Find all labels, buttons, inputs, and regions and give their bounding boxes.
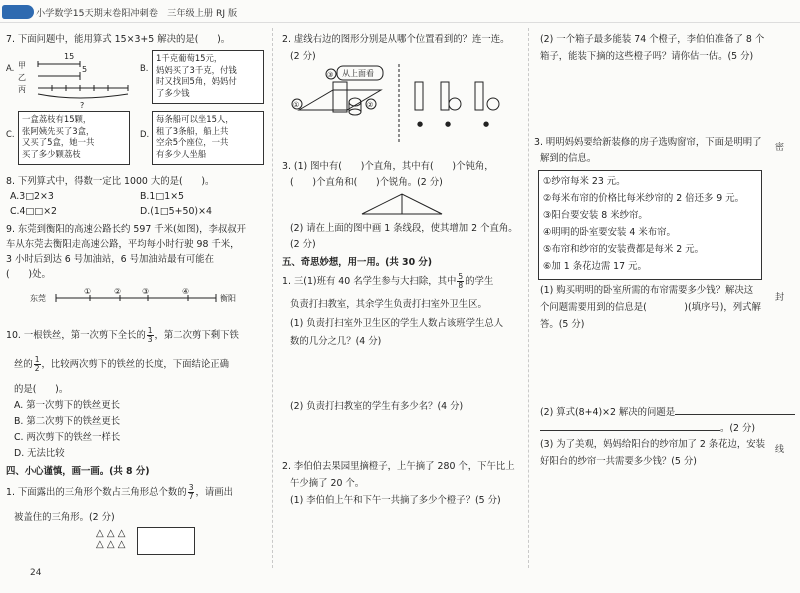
q7-label-bing: 丙 — [18, 85, 26, 94]
q9-line-2: 车从东莞去衡阳走高速公路，平均每小时行驶 98 千米， — [6, 239, 240, 250]
q10-line-1 — [6, 325, 239, 347]
q9-line-3: 3 小时后到达 6 号加油站，6 号加油站最有可能在 — [6, 254, 214, 265]
q7-box-c-text: 一盒荔枝有15颗， 张阿姨先买了3盒， 又买了5盒，她一共 买了多少颗荔枝 — [22, 114, 95, 159]
q9-line-4: ( )处。 — [6, 269, 51, 280]
curtain-info-box — [538, 170, 762, 280]
q7-label-yi: 乙 — [18, 73, 26, 82]
q10-line-2a: 丝的 — [14, 359, 33, 370]
header-title: 小学数学15天期末卷阳冲刺卷 三年级上册 RJ 版 — [36, 8, 238, 19]
q2-mark-1: ① — [293, 101, 300, 109]
q10-option-c: C. 两次剪下的铁丝一样长 — [14, 432, 121, 443]
binding-label-feng: 封 — [775, 293, 785, 303]
p2-line-2: 午少摘了 20 个。 — [290, 478, 365, 489]
q7-box-b-text: 1千克葡萄15元， 妈妈买了3千克，付钱 时又找回5角，妈妈付 了多少钱 — [156, 53, 237, 98]
triangle-group: △ △ △ △ △ △ — [96, 528, 126, 550]
q7-segment-diagram — [18, 50, 134, 110]
section-4-q1-line-2: 被盖住的三角形。(2 分) — [14, 512, 115, 523]
p3-q2-score: 。(2 分) — [720, 423, 756, 434]
q2-mark-2: ② — [367, 101, 374, 109]
section-4-fraction-denominator: 7 — [188, 492, 194, 501]
q3-triangle-figure — [360, 192, 444, 216]
p3-q2-line — [540, 405, 795, 419]
p3-q2-answer-blank-2[interactable] — [540, 421, 720, 431]
q3-line-1: 3. (1) 图中有( )个直角，其中有( )个钝角， — [282, 161, 494, 172]
binding-label-mi: 密 — [775, 143, 785, 153]
q10-fraction-2 — [34, 356, 41, 373]
section-4-q1-line-1b: ，请画出 — [195, 487, 233, 498]
svg-text:●: ● — [445, 120, 452, 128]
p1-line-5: (2) 负责打扫教室的学生有多少名？(4 分) — [290, 401, 464, 412]
column-divider-left — [272, 28, 273, 568]
svg-text:●: ● — [417, 120, 424, 128]
q9-mark-1: ① — [84, 287, 92, 296]
q7-box-c — [18, 111, 130, 165]
q8-option-a: A.3□2×3 — [10, 191, 54, 202]
q9-mark-4: ④ — [182, 287, 190, 296]
q3-line-2: ( )个直角和( )个锐角。(2 分) — [290, 177, 443, 188]
header-divider — [0, 22, 800, 23]
p2-line-1: 2. 李伯伯去果园里摘橙子，上午摘了 280 个，下午比上 — [282, 461, 515, 472]
q10-line-1a: 10. 一根铁丝，第一次剪下全长的 — [6, 330, 146, 341]
q9-to-label: 衡阳 — [220, 294, 236, 303]
q10-line-1b: ，第二次剪下剩下铁 — [154, 330, 239, 341]
q7-title: 7. 下面问题中，能用算式 15×3+5 解决的是( )。 — [6, 34, 231, 45]
q10-option-d: D. 无法比较 — [14, 448, 65, 459]
p1-fraction — [457, 273, 464, 290]
q10-line-3: 的是( )。 — [14, 384, 69, 395]
p1-fraction-numerator: 5 — [458, 272, 464, 281]
info-item-2: ②每米布帘的价格比每米纱帘的 2 倍还多 9 元。 — [543, 193, 745, 204]
q3-line-3: (2) 请在上面的图中画 1 条线段，使其增加 2 个直角。 — [290, 223, 518, 234]
q7-top-number: 15 — [64, 52, 75, 61]
p1-line-1a: 1. 三(1)班有 40 名学生参与大扫除，其中 — [282, 276, 457, 287]
section-5-title: 五、奇思妙想，用一用。(共 30 分) — [282, 257, 433, 268]
p3-q1-line-3: 答。(5 分) — [540, 319, 585, 330]
p1-fraction-denominator: 8 — [458, 281, 464, 290]
column-divider-right — [528, 28, 529, 568]
binding-label-xian: 线 — [775, 445, 785, 455]
p3-q2-answer-blank[interactable] — [675, 405, 795, 415]
p3-q3-line-2: 好阳台的纱帘一共需要多少钱？(5 分) — [540, 456, 697, 467]
q9-from-label: 东莞 — [30, 294, 46, 303]
p1-line-3: (1) 负责打扫室外卫生区的学生人数占该班学生总人 — [290, 318, 504, 329]
q9-route-diagram — [30, 287, 260, 309]
q7-question-mark: ? — [80, 101, 85, 110]
info-item-1: ①纱帘每米 23 元。 — [543, 176, 626, 187]
q2-tag-text: 从上面看 — [342, 69, 374, 78]
q8-option-b: B.1□1×5 — [140, 191, 185, 202]
q8-title: 8. 下列算式中，得数一定比 1000 大的是( )。 — [6, 176, 215, 187]
q10-fraction-1 — [147, 327, 154, 344]
q9-mark-2: ② — [114, 287, 122, 296]
q7-box-d — [152, 111, 264, 165]
p3-line-2: 解到的信息。 — [540, 153, 597, 164]
q2-view-diagram — [285, 64, 525, 146]
p2-line-3: (1) 李伯伯上午和下午一共摘了多少个橙子？(5 分) — [290, 495, 501, 506]
q7-label-jia: 甲 — [18, 61, 26, 70]
q7-mid-number: 5 — [82, 65, 88, 74]
q3-line-4: (2 分) — [290, 239, 316, 250]
q10-option-a: A. 第一次剪下的铁丝更长 — [14, 400, 120, 411]
q10-option-b: B. 第二次剪下的铁丝更长 — [14, 416, 121, 427]
q10-fraction-2-numerator: 1 — [34, 355, 40, 364]
p2b-line-2: 箱子，能装下摘的这些橙子吗？请你估一估。(5 分) — [540, 51, 754, 62]
p1-line-2: 负责打扫教室，其余学生负责打扫室外卫生区。 — [290, 299, 487, 310]
p1-line-1 — [282, 271, 493, 293]
q2-score: (2 分) — [290, 51, 316, 62]
section-4-fraction — [188, 484, 195, 501]
p3-q2-text: (2) 算式(8+4)×2 解决的问题是 — [540, 407, 676, 418]
p3-q1-line-2: 个问题需要用到的信息是( )(填序号)，列式解 — [540, 302, 761, 313]
q7-option-a: A. — [6, 63, 15, 73]
info-item-4: ④明明的卧室要安装 4 米布帘。 — [543, 227, 676, 238]
q7-box-b — [152, 50, 264, 104]
q2-title: 2. 虚线右边的图形分别是从哪个位置看到的？连一连。 — [282, 34, 510, 45]
q10-line-2b: ，比较两次剪下的铁丝的长度，下面结论正确 — [41, 359, 230, 370]
p3-line-1: 3. 明明妈妈要给新装修的房子选购窗帘，下面是明明了 — [534, 137, 762, 148]
q10-fraction-1-numerator: 1 — [147, 326, 153, 335]
q10-fraction-2-denominator: 2 — [34, 364, 40, 373]
p1-line-1b: 的学生 — [465, 276, 494, 287]
brand-logo — [2, 5, 34, 19]
q7-box-d-text: 每条船可以坐15人， 租了3条船，船上共 空余5个座位，一共 有多少人坐船 — [156, 114, 234, 159]
p3-q2-line-2 — [540, 421, 755, 435]
q8-option-d: D.(1□5+50)×4 — [140, 206, 212, 217]
p3-q3-line-1: (3) 为了美观，妈妈给阳台的纱帘加了 2 条花边，安装 — [540, 439, 766, 450]
info-item-5: ⑤布帘和纱帘的安装费都是每米 2 元。 — [543, 244, 704, 255]
cover-rectangle — [137, 527, 195, 555]
section-4-q1-line-1a: 1. 下面露出的三角形个数占三角形总个数的 — [6, 487, 187, 498]
q7-option-b: B. — [140, 63, 149, 73]
q2-mark-3: ③ — [327, 71, 334, 79]
section-4-q1-line-1 — [6, 482, 233, 504]
q7-option-d: D. — [140, 129, 150, 139]
q10-fraction-1-denominator: 3 — [147, 335, 153, 344]
p1-line-4: 数的几分之几？(4 分) — [290, 336, 382, 347]
q10-line-2 — [14, 354, 229, 376]
q9-line-1: 9. 东莞到衡阳的高速公路长约 597 千米(如图)，李叔叔开 — [6, 224, 246, 235]
section-4-fraction-numerator: 3 — [188, 483, 194, 492]
q8-option-c: C.4□□×2 — [10, 206, 58, 217]
page-number: 24 — [30, 568, 42, 578]
p2b-line-1: (2) 一个箱子最多能装 74 个橙子，李伯伯准备了 8 个 — [540, 34, 765, 45]
svg-text:●: ● — [483, 120, 490, 128]
section-4-title: 四、小心谨慎，画一画。(共 8 分) — [6, 466, 150, 477]
q7-option-c: C. — [6, 129, 15, 139]
q9-mark-3: ③ — [142, 287, 150, 296]
info-item-6: ⑥加 1 条花边需 17 元。 — [543, 261, 647, 272]
info-item-3: ③阳台要安装 8 米纱帘。 — [543, 210, 648, 221]
p3-q1-line-1: (1) 购买明明的卧室所需的布帘需要多少钱？解决这 — [540, 285, 754, 296]
